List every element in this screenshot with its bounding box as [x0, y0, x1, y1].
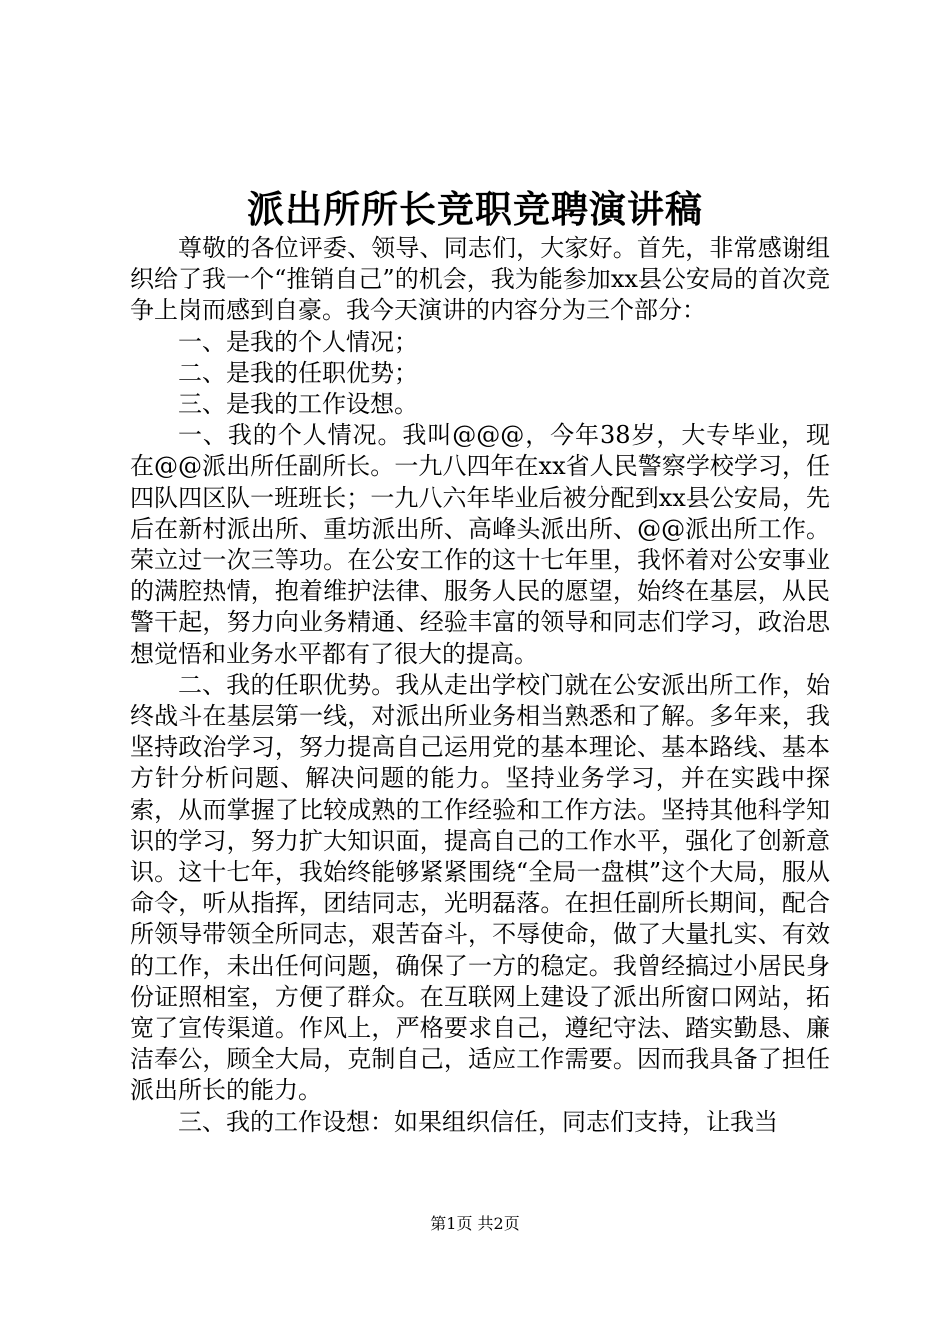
paragraph-outline-3: 三、是我的工作设想。 — [178, 390, 418, 419]
paragraph-outline-1: 一、是我的个人情况； — [178, 327, 418, 356]
paragraph-outline-2: 二、是我的任职优势； — [178, 358, 418, 387]
page-number-footer: 第1页 共2页 — [430, 1214, 520, 1233]
paragraph-advantages: 二、我的任职优势。我从走出学校门就在公安派出所工作，始终战斗在基层第一线，对派出所业务相当熟悉和了解。多年来，我坚持政治学习，努力提高自己运用党的基本理论、基本路线、基本方针分析问题、解决问题的能力。坚持业务学习，并在实践中探索，从而掌握了比较成熟的工作经验和工作方法。坚持其他科学知识的学习，努力扩大知识面，提高自己的工作水平，强化了创新意识。这十七年，我始终能够紧紧围绕“全局一盘棋”这个大局，服从命令，听从指挥，团结同志，光明磊落。在担任副所长期间，配合所领导带领全所同志，艰苦奋斗，不辱使命，做了大量扎实、有效的工作，未出任何问题，确保了一方的稳定。我曾经搞过小居民身份证照相室，方便了群众。在互联网上建设了派出所窗口网站，拓宽了宣传渠道。作风上，严格要求自己，遵纪守法、踏实勤恳、廉洁奉公，顾全大局，克制自己，适应工作需要。因而我具备了担任派出所长的能力。 — [130, 670, 830, 1105]
paragraph-work-plan: 三、我的工作设想：如果组织信任，同志们支持，让我当 — [178, 1107, 778, 1136]
paragraph-personal-info: 一、我的个人情况。我叫@@@，今年38岁，大专毕业，现在@@派出所任副所长。一九八四年在xx省人民警察学校学习，任四队四区队一班班长；一九八六年毕业后被分配到xx县公安局，先后在新村派出所、重坊派出所、高峰头派出所、@@派出所工作。荣立过一次三等功。在公安工作的这十七年里，我怀着对公安事业的满腔热情，抱着维护法律、服务人民的愿望，始终在基层，从民警干起，努力向业务精通、经验丰富的领导和同志们学习，政治思想觉悟和业务水平都有了很大的提高。 — [130, 421, 830, 668]
paragraph-greeting: 尊敬的各位评委、领导、同志们，大家好。首先，非常感谢组织给了我一个“推销自己”的机会，我为能参加xx县公安局的首次竞争上岗而感到自豪。我今天演讲的内容分为三个部分： — [130, 234, 830, 325]
document-title: 派出所所长竞职竞聘演讲稿 — [247, 187, 703, 231]
document-body — [130, 233, 830, 1138]
